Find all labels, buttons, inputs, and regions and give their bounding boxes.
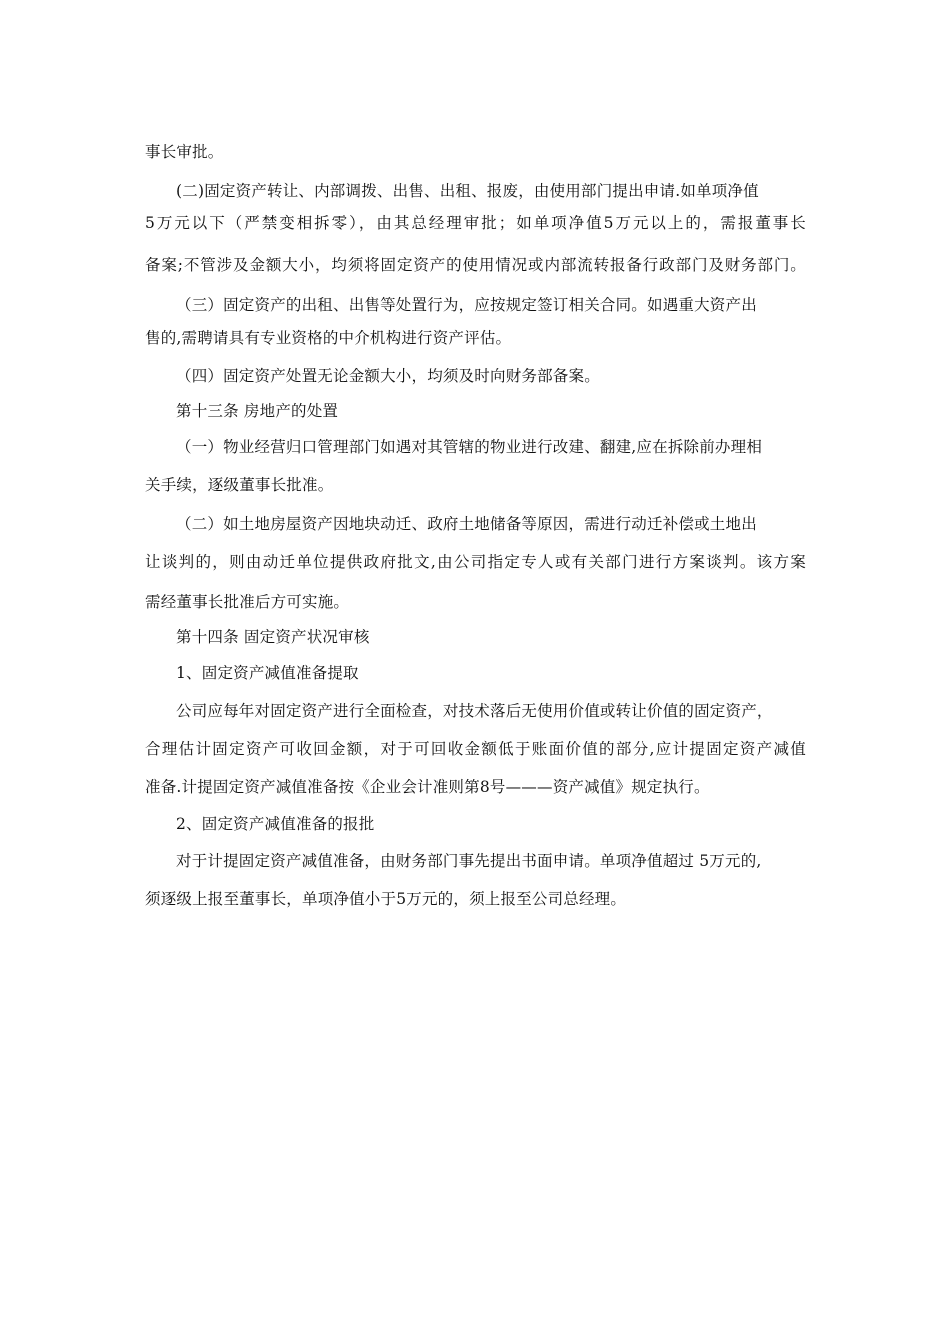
text-line: （四）固定资产处置无论金额大小，均须及时向财务部备案。 [176, 367, 600, 385]
text-line: 需经董事长批准后方可实施。 [145, 593, 350, 611]
text-line: 准备.计提固定资产减值准备按《企业会计准则第8号———资产减值》规定执行。 [145, 778, 710, 796]
text-line: 公司应每年对固定资产进行全面检查，对技术落后无使用价值或转让价值的固定资产， [176, 702, 773, 720]
text-line: （三）固定资产的出租、出售等处置行为，应按规定签订相关合同。如遇重大资产出 [176, 296, 757, 314]
text-line: 关手续，逐级董事长批准。 [145, 476, 334, 494]
text-line: 须逐级上报至董事长，单项净值小于5万元的，须上报至公司总经理。 [145, 890, 627, 908]
text-line: （一）物业经营归口管理部门如遇对其管辖的物业进行改建、翻建,应在拆除前办理相 [176, 438, 763, 456]
text-line: 让谈判的，则由动迁单位提供政府批文,由公司指定专人或有关部门进行方案谈判。该方案 [145, 553, 806, 571]
text-line: 事长审批。 [145, 143, 224, 161]
text-line: 合理估计固定资产可收回金额，对于可回收金额低于账面价值的部分,应计提固定资产减值 [145, 740, 806, 758]
subsection-heading: 2、固定资产减值准备的报批 [176, 815, 375, 833]
section-heading: 第十四条 固定资产状况审核 [176, 628, 370, 646]
text-line: 5万元以下（严禁变相拆零），由其总经理审批；如单项净值5万元以上的，需报董事长 [145, 214, 806, 232]
text-line: 对于计提固定资产减值准备，由财务部门事先提出书面申请。单项净值超过 5万元的, [176, 852, 762, 870]
text-line: 售的,需聘请具有专业资格的中介机构进行资产评估。 [145, 329, 512, 347]
text-line: (二)固定资产转让、内部调拨、出售、出租、报废，由使用部门提出申请.如单项净值 [176, 182, 759, 200]
text-line: （二）如土地房屋资产因地块动迁、政府土地储备等原因，需进行动迁补偿或土地出 [176, 515, 757, 533]
subsection-heading: 1、固定资产减值准备提取 [176, 664, 359, 682]
text-line: 备案;不管涉及金额大小，均须将固定资产的使用情况或内部流转报备行政部门及财务部门。 [145, 256, 806, 274]
section-heading: 第十三条 房地产的处置 [176, 402, 339, 420]
